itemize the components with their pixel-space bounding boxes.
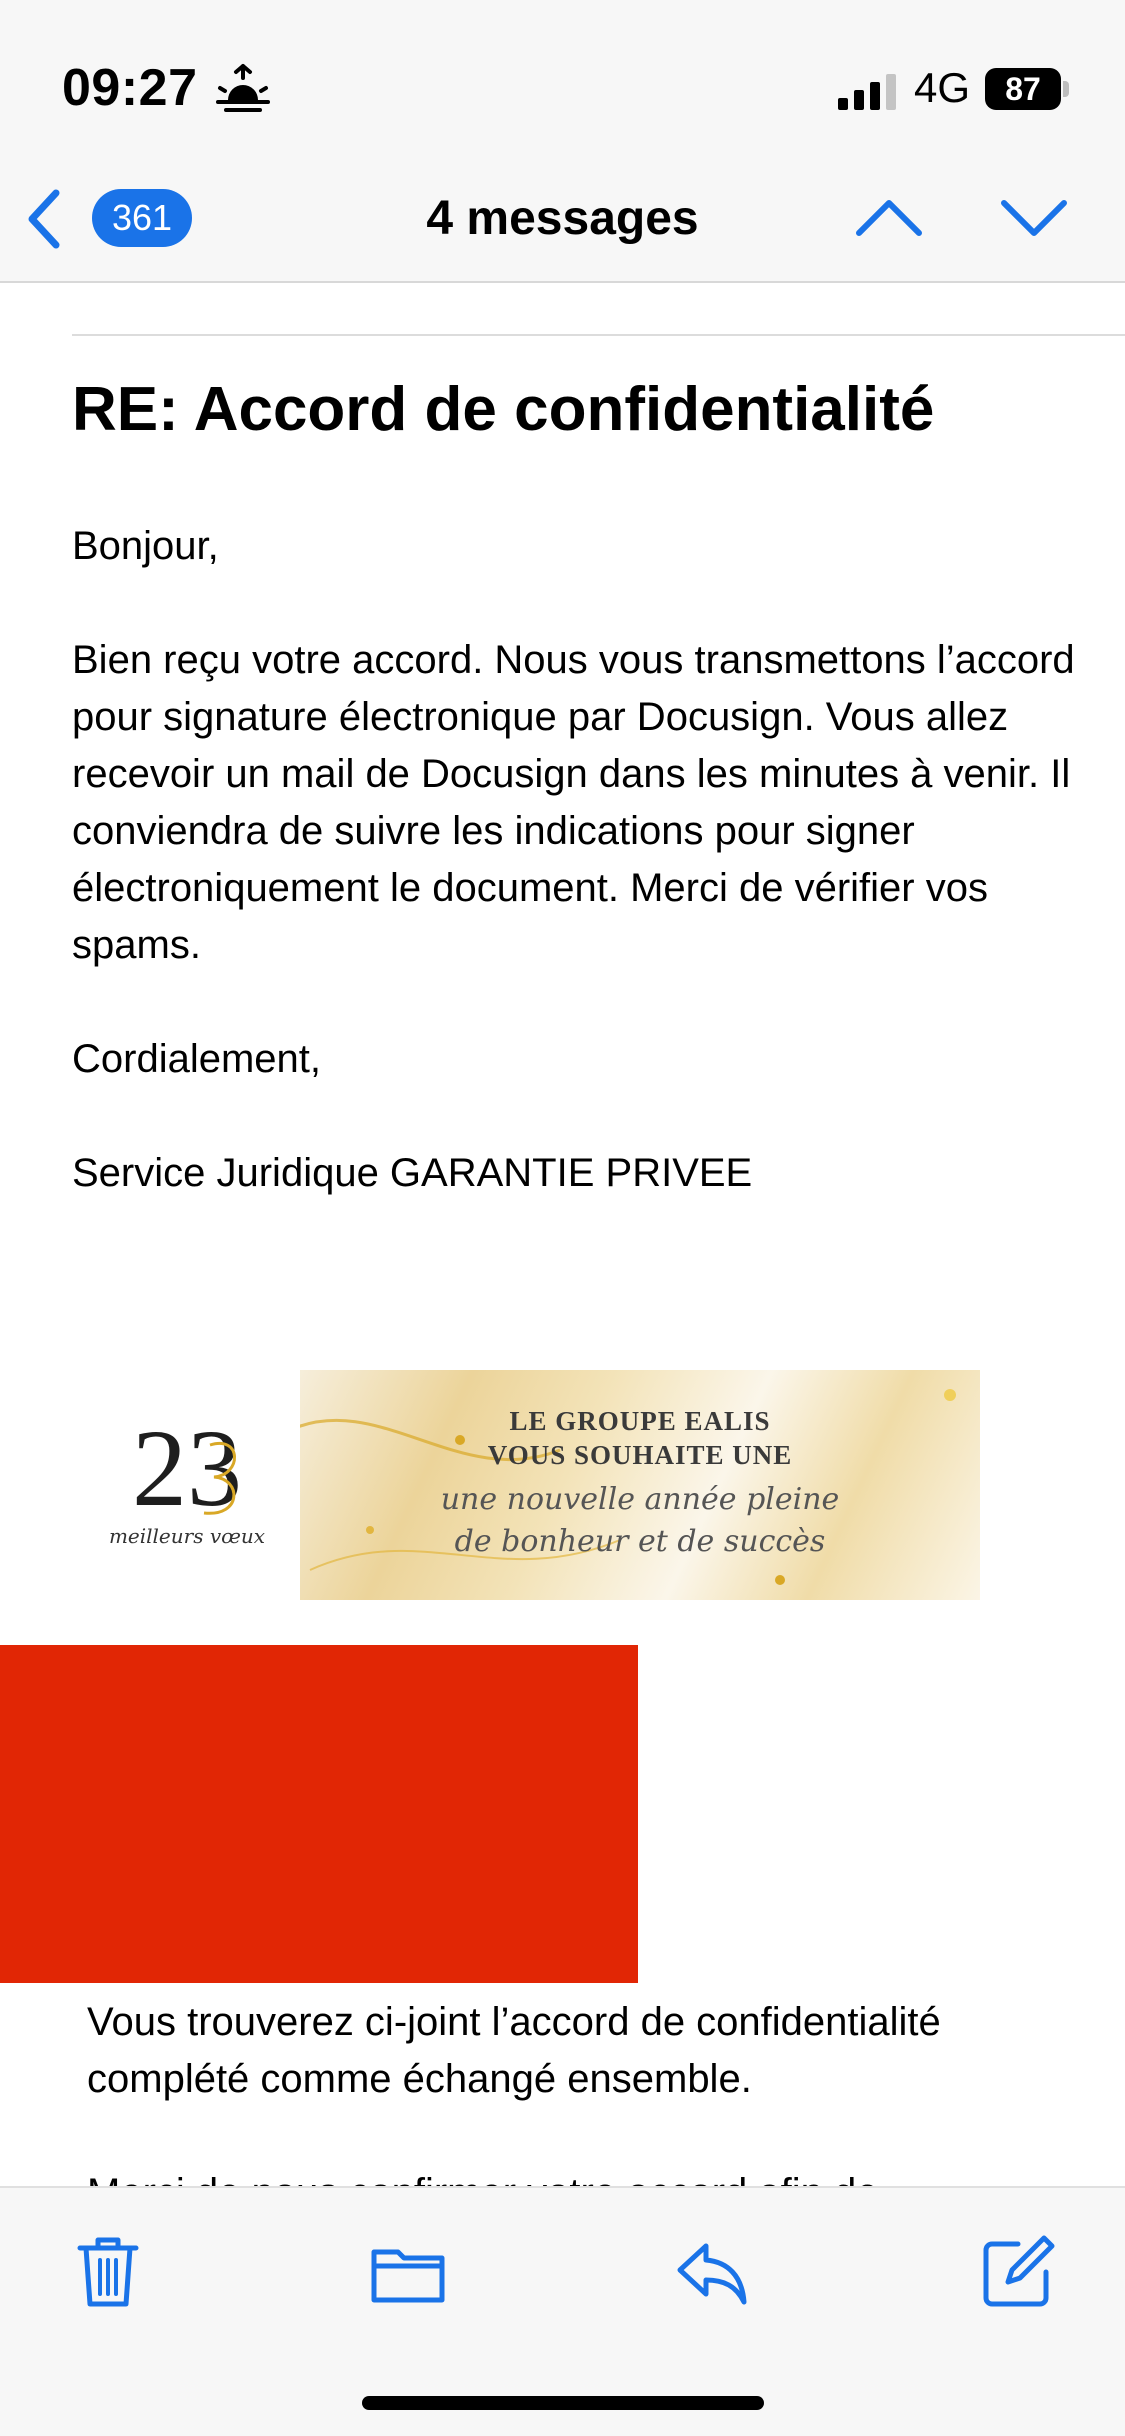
- email-paragraph: Bien reçu votre accord. Nous vous transmettons l’accord pour signature électronique par Docusign. Vous allez recevoir un mail de Docusign dans les minutes à venir. Il conviendra de suivre les indications pour signer électroniquement le document. Merci de vérifier vos spams.: [72, 638, 1075, 967]
- battery-level: 87: [985, 68, 1061, 110]
- network-type: 4G: [914, 64, 971, 111]
- home-indicator: [362, 2396, 764, 2410]
- status-bar: [0, 0, 1125, 165]
- banner-script-1: une nouvelle année pleine: [440, 1482, 840, 1517]
- trash-icon[interactable]: [68, 2232, 148, 2312]
- greetings-logo: [92, 1405, 282, 1555]
- sunrise-icon: [214, 62, 272, 114]
- signal-icon: [838, 74, 902, 110]
- email-subject: RE: Accord de confidentialité: [72, 375, 935, 444]
- nav-title: 4 messages: [426, 192, 699, 245]
- back-chevron-icon[interactable]: [24, 187, 64, 251]
- up-chevron-icon[interactable]: [855, 193, 923, 241]
- nav-bar: [0, 165, 1125, 283]
- email-closing: Cordialement,: [72, 1037, 322, 1081]
- email-signature: Service Juridique GARANTIE PRIVEE: [72, 1151, 753, 1195]
- reply-icon[interactable]: [672, 2232, 752, 2312]
- logo-number: 23: [132, 1407, 242, 1529]
- banner-script-2: de bonheur et de succès: [454, 1524, 826, 1559]
- status-time: 09:27: [62, 59, 198, 117]
- down-chevron-icon[interactable]: [1000, 193, 1068, 241]
- banner-line-1: LE GROUPE EALIS: [509, 1406, 771, 1436]
- folder-icon[interactable]: [368, 2232, 448, 2312]
- battery-icon: [985, 68, 1069, 110]
- banner-line-2: VOUS SOUHAITE UNE: [487, 1440, 793, 1470]
- logo-caption: meilleurs vœux: [108, 1524, 266, 1548]
- quoted-paragraph: Vous trouverez ci-joint l’accord de confidentialité complété comme échangé ensemble.: [87, 2000, 941, 2101]
- message-divider: [72, 334, 1125, 336]
- unread-count-badge[interactable]: 361: [92, 189, 192, 247]
- redacted-block: [0, 1645, 638, 1983]
- compose-icon[interactable]: [978, 2232, 1058, 2312]
- email-greeting: Bonjour,: [72, 524, 219, 568]
- battery-cap: [1063, 81, 1069, 97]
- new-year-banner: [300, 1370, 980, 1600]
